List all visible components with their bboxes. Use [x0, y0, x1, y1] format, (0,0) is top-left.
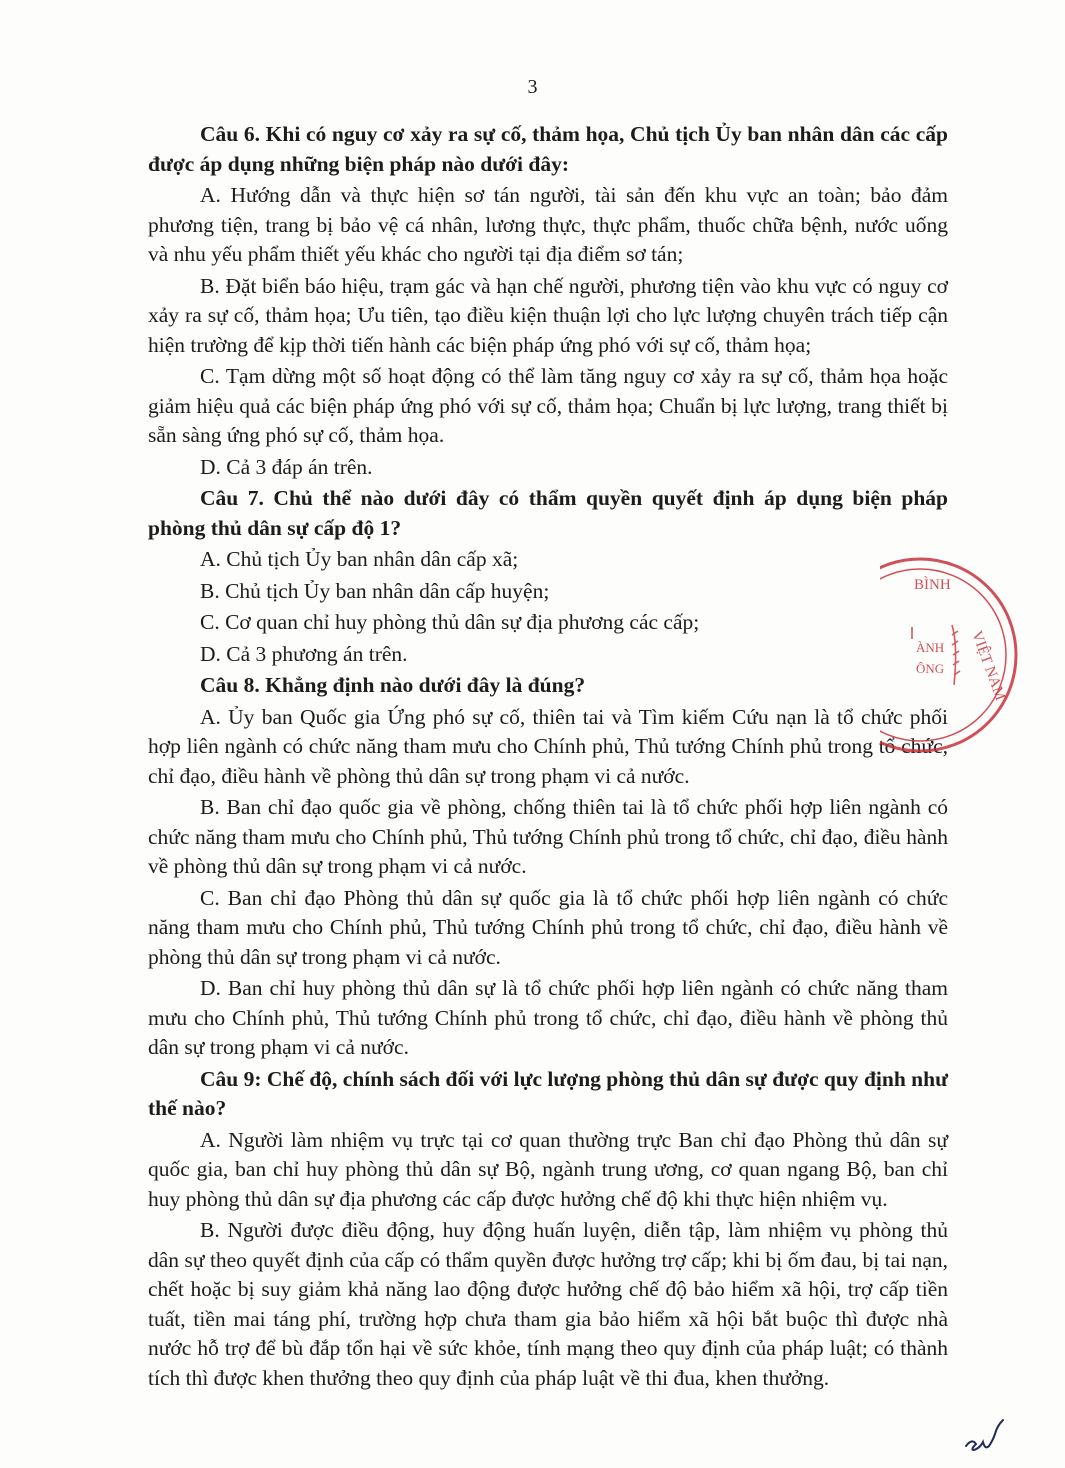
- seal-text-top: BÌNH: [914, 577, 951, 593]
- seal-text-mid2: ÔNG: [916, 661, 945, 676]
- answer-option: D. Cả 3 đáp án trên.: [200, 454, 373, 479]
- answer-option: B. Chủ tịch Ủy ban nhân dân cấp huyện;: [200, 578, 550, 603]
- question-title: Câu 6. Khi có nguy cơ xảy ra sự cố, thảm họa, Chủ tịch Ủy ban nhân dân các cấp được áp dụng những biện pháp nào dưới đây:: [148, 122, 948, 176]
- answer-option: B. Đặt biển báo hiệu, trạm gác và hạn chế người, phương tiện vào khu vực có nguy cơ xảy ra sự cố, thảm họa; Ưu tiên, tạo điều kiện thuận lợi cho lực lượng chuyên trách tiếp cận hiện trường để kịp thời tiến hành các biện pháp ứng phó với sự cố, thảm họa;: [148, 273, 948, 357]
- question-title: Câu 9: Chế độ, chính sách đối với lực lượng phòng thủ dân sự được quy định như thế nào?: [148, 1066, 948, 1120]
- question-6: [148, 120, 948, 482]
- question-7: [148, 484, 948, 669]
- answer-option: C. Cơ quan chỉ huy phòng thủ dân sự địa phương các cấp;: [200, 610, 700, 634]
- handwritten-initials: [962, 1418, 1008, 1454]
- answer-option: B. Người được điều động, huy động huấn luyện, diễn tập, làm nhiệm vụ phòng thủ dân sự theo quyết định của cấp có thẩm quyền được hưởng trợ cấp; khi bị ốm đau, bị tai nạn, chết hoặc bị suy giảm khả năng lao động được hưởng chế độ bảo hiểm xã hội, trợ cấp tiền tuất, tiền mai táng phí, trường hợp chưa tham gia bảo hiểm xã hội bắt buộc thì được nhà nước hỗ trợ để bù đắp tổn hại về sức khỏe, tính mạng theo quy định của pháp luật; có thành tích thì được khen thưởng theo quy định của pháp luật về thi đua, khen thưởng.: [148, 1218, 948, 1390]
- page-number: 3: [527, 76, 538, 98]
- question-title: Câu 8. Khẳng định nào dưới đây là đúng?: [200, 673, 586, 697]
- answer-option: C. Ban chỉ đạo Phòng thủ dân sự quốc gia là tổ chức phối hợp liên ngành có chức năng tham mưu cho Chính phủ, Thủ tướng Chính phủ trong tổ chức, chỉ đạo, điều hành về phòng thủ dân sự trong phạm vi cả nước.: [148, 885, 948, 969]
- answer-option: A. Người làm nhiệm vụ trực tại cơ quan thường trực Ban chỉ đạo Phòng thủ dân sự quốc gia, ban chỉ huy phòng thủ dân sự Bộ, ngành trung ương, cơ quan ngang Bộ, ban chỉ huy phòng thủ dân sự địa phương các cấp được hưởng chế độ khi thực hiện nhiệm vụ.: [148, 1127, 948, 1211]
- document-body: [148, 120, 948, 1395]
- answer-option: A. Hướng dẫn và thực hiện sơ tán người, tài sản đến khu vực an toàn; bảo đảm phương tiện, trang bị bảo vệ cá nhân, lương thực, thực phẩm, thuốc chữa bệnh, nước uống và nhu yếu phẩm thiết yếu khác cho người tại địa điểm sơ tán;: [148, 183, 948, 266]
- answer-option: B. Ban chỉ đạo quốc gia về phòng, chống thiên tai là tổ chức phối hợp liên ngành có chức năng tham mưu cho Chính phủ, Thủ tướng Chính phủ trong tổ chức, chỉ đạo, điều hành về phòng thủ dân sự trong phạm vi cả nước.: [148, 795, 948, 878]
- answer-option: C. Tạm dừng một số hoạt động có thể làm tăng nguy cơ xảy ra sự cố, thảm họa hoặc giảm hiệu quả các biện pháp ứng phó với sự cố, thảm họa; Chuẩn bị lực lượng, trang thiết bị sẵn sàng ứng phó sự cố, thảm họa.: [148, 364, 948, 447]
- question-8: [148, 671, 948, 1063]
- answer-option: A. Chủ tịch Ủy ban nhân dân cấp xã;: [200, 547, 519, 571]
- question-title: Câu 7. Chủ thể nào dưới đây có thẩm quyền quyết định áp dụng biện pháp phòng thủ dân sự cấp độ 1?: [148, 486, 948, 540]
- answer-option: D. Cả 3 phương án trên.: [200, 641, 408, 666]
- question-9: [148, 1065, 948, 1394]
- answer-option: A. Ủy ban Quốc gia Ứng phó sự cố, thiên tai và Tìm kiếm Cứu nạn là tổ chức phối hợp liên ngành có chức năng tham mưu cho Chính phủ, Thủ tướng Chính phủ trong tổ chức, chỉ đạo, điều hành về phòng thủ dân sự trong phạm vi cả nước.: [148, 704, 948, 788]
- seal-text-mid1: ÀNH: [916, 640, 945, 655]
- seal-text-right: VIỆT NAM: [968, 628, 1009, 703]
- answer-option: D. Ban chỉ huy phòng thủ dân sự là tổ chức phối hợp liên ngành có chức năng tham mưu cho Chính phủ, Thủ tướng Chính phủ trong tổ chức, chỉ đạo, điều hành về phòng thủ dân sự trong phạm vi cả nước.: [148, 976, 948, 1059]
